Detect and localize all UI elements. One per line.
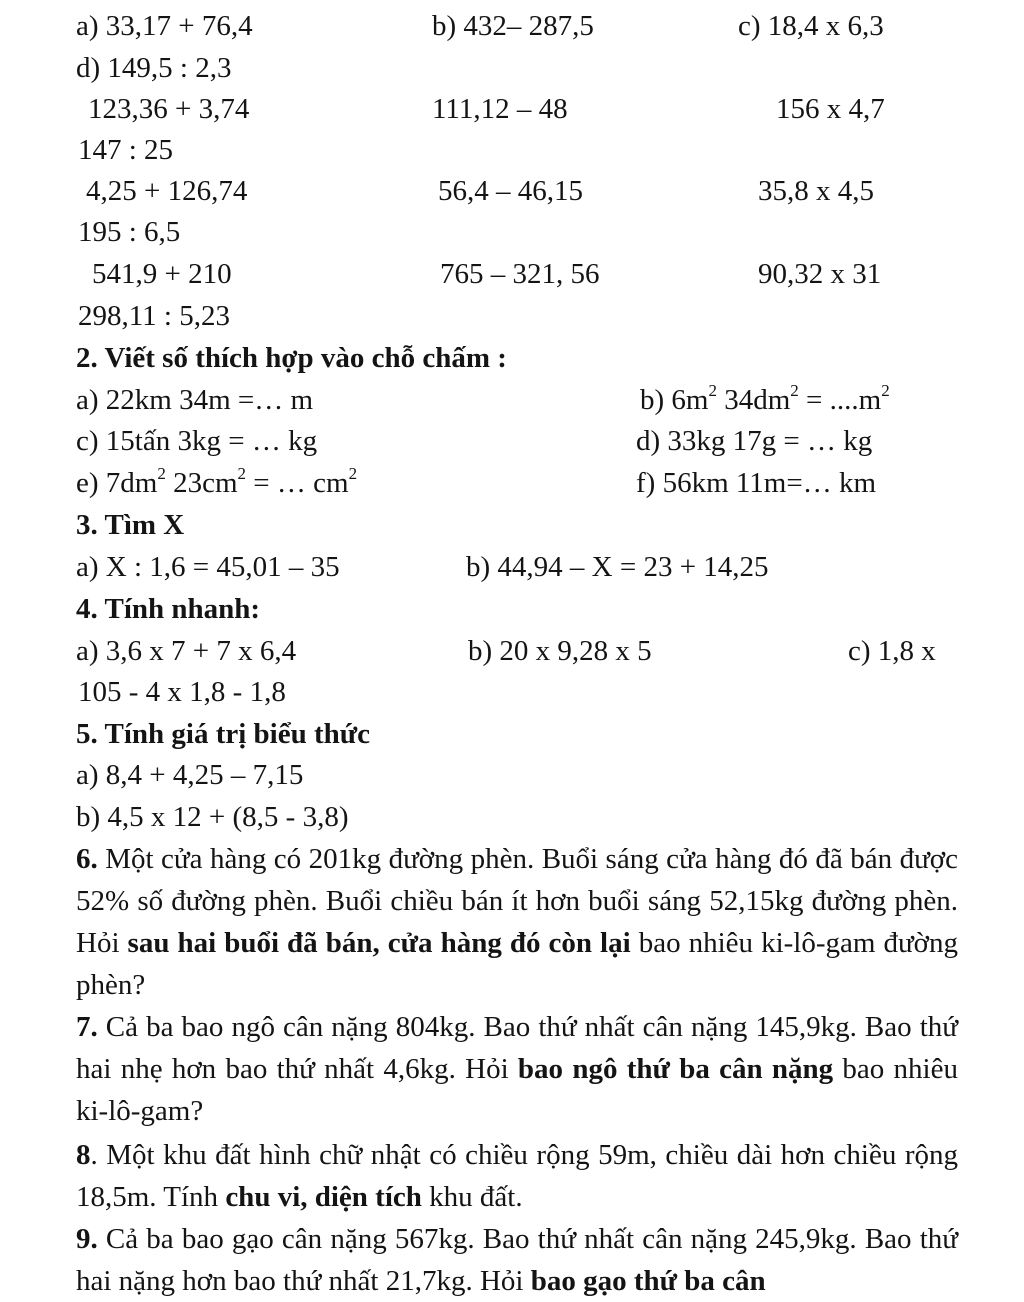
sec2-c: c) 15tấn 3kg = … kg — [76, 425, 318, 457]
sec5-b: b) 4,5 x 12 + (8,5 - 3,8) — [76, 801, 349, 833]
sec3-a: a) X : 1,6 = 45,01 – 35 — [76, 551, 340, 583]
problem-9: 9. Cả ba bao gạo cân nặng 567kg. Bao thứ nhất cân nặng 245,9kg. Bao thứ hai nặng hơn bao thứ nhất 21,7kg. Hỏi bao gạo thứ ba cân — [76, 1223, 958, 1297]
sec3-title: 3. Tìm X — [76, 509, 185, 541]
ex1-r4-d: 298,11 : 5,23 — [78, 300, 230, 332]
ex1-r3-a: 4,25 + 126,74 — [86, 175, 248, 207]
sec2-a: a) 22km 34m =… m — [76, 384, 314, 416]
ex1-r1-c: c) 18,4 x 6,3 — [738, 10, 884, 42]
ex1-r4-b: 765 – 321, 56 — [440, 258, 600, 290]
sec4-a: a) 3,6 x 7 + 7 x 6,4 — [76, 635, 297, 667]
sec2-title: 2. Viết số thích hợp vào chỗ chấm : — [76, 342, 507, 374]
ex1-r3-b: 56,4 – 46,15 — [438, 175, 583, 207]
ex1-r2-c: 156 x 4,7 — [776, 93, 885, 125]
problem-6: 6. Một cửa hàng có 201kg đường phèn. Buổi sáng cửa hàng đó đã bán được 52% số đường phèn. Buổi chiều bán ít hơn buổi sáng 52,15kg đường phèn. Hỏi sau hai buổi đã bán, cửa hàng đó còn lại bao nhiêu ki-lô-gam đường phèn? — [76, 843, 959, 1001]
ex1-r2-a: 123,36 + 3,74 — [88, 93, 250, 125]
problem-7: 7. Cả ba bao ngô cân nặng 804kg. Bao thứ nhất cân nặng 145,9kg. Bao thứ hai nhẹ hơn bao thứ nhất 4,6kg. Hỏi bao ngô thứ ba cân nặng bao nhiêu ki-lô-gam? — [76, 1011, 958, 1127]
ex1-r1-a: a) 33,17 + 76,4 — [76, 10, 253, 42]
problem-8: 8. Một khu đất hình chữ nhật có chiều rộng 59m, chiều dài hơn chiều rộng 18,5m. Tính chu vi, diện tích khu đất. — [76, 1139, 958, 1213]
sec2-d: d) 33kg 17g = … kg — [636, 425, 873, 457]
sec2-b: b) $6m^2$ $34dm^2 = ....m^2$ — [640, 381, 890, 416]
ex1-r2-b: 111,12 – 48 — [432, 93, 568, 125]
ex1-r4-a: 541,9 + 210 — [92, 258, 232, 290]
sec5-title: 5. Tính giá trị biểu thức — [76, 718, 371, 750]
sec4-c: c) 1,8 x — [848, 635, 936, 667]
sec4-b: b) 20 x 9,28 x 5 — [468, 635, 652, 667]
ex1-r1-b: b) 432– 287,5 — [432, 10, 594, 42]
sec5-a: a) 8,4 + 4,25 – 7,15 — [76, 759, 304, 791]
sec2-f: f) 56km 11m=… km — [636, 467, 877, 499]
ex1-r3-d: 195 : 6,5 — [78, 216, 181, 248]
sec4-c-cont: 105 - 4 x 1,8 - 1,8 — [78, 676, 286, 708]
ex1-r3-c: 35,8 x 4,5 — [758, 175, 874, 207]
ex1-r2-d: 147 : 25 — [78, 134, 174, 166]
ex1-r1-d: d) 149,5 : 2,3 — [76, 52, 232, 84]
sec2-e: e) $7dm^2$ $23cm^2$ = … $cm^2$ — [76, 464, 358, 499]
sec3-b: b) 44,94 – X = 23 + 14,25 — [466, 551, 769, 583]
sec4-title: 4. Tính nhanh: — [76, 593, 261, 625]
ex1-r4-c: 90,32 x 31 — [758, 258, 882, 290]
